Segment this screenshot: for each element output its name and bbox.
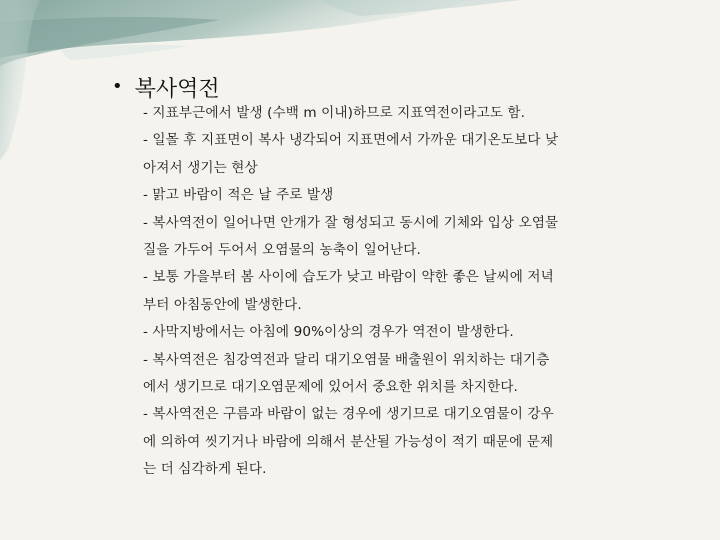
title-text: 복사역전: [134, 76, 220, 102]
body-line: 에 의하여 씻기거나 바람에 의해서 분산될 가능성이 적기 때문에 문제: [143, 433, 554, 450]
body-line: 부터 아침동안에 발생한다.: [143, 296, 302, 313]
body-line: - 맑고 바람이 적은 날 주로 발생: [143, 187, 334, 204]
body-text: [143, 96, 663, 483]
body-line: 질을 가두어 두어서 오염물의 농축이 일어난다.: [143, 241, 421, 258]
body-line: - 일몰 후 지표면이 복사 냉각되어 지표면에서 가까운 대기온도보다 낮: [143, 132, 559, 149]
body-line: - 보통 가을부터 봄 사이에 습도가 낮고 바람이 약한 좋은 날씨에 저녁: [143, 269, 554, 286]
body-line: 는 더 심각하게 된다.: [143, 461, 267, 478]
body-line: - 지표부근에서 발생 (수백 m 이내)하므로 지표역전이라고도 함.: [143, 105, 526, 121]
body-line: - 복사역전은 침강역전과 달리 대기오염물 배출원이 위치하는 대기층: [143, 351, 550, 368]
body-line: 아져서 생기는 현상: [143, 159, 258, 176]
body-line: 에서 생기므로 대기오염문제에 있어서 중요한 위치를 차지한다.: [143, 378, 518, 395]
title-bullet: •: [112, 75, 123, 97]
body-line: - 사막지방에서는 아침에 90%이상의 경우가 역전이 발생한다.: [143, 324, 514, 341]
body-line: - 복사역전이 일어나면 안개가 잘 형성되고 동시에 기체와 입상 오염물: [143, 214, 559, 231]
body-line: - 복사역전은 구름과 바람이 없는 경우에 생기므로 대기오염물이 강우: [143, 406, 554, 423]
